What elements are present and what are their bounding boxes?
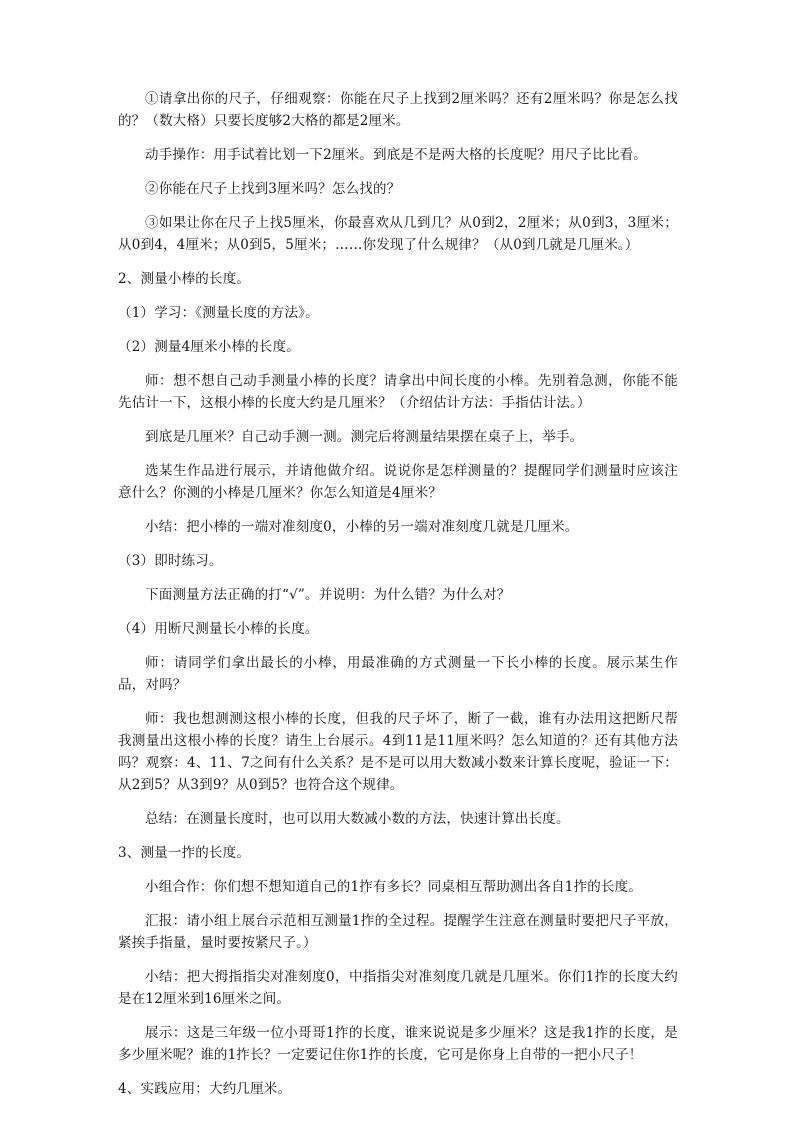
paragraph-hands-on: 动手操作：用手试着比划一下2厘米。到底是不是两大格的长度呢？用尺子比比看。 (145, 147, 647, 163)
paragraph-broken-ruler-method: 师：我也想测测这根小棒的长度，但我的尺子坏了，断了一截，谁有办法用这把断尺帮我测量出这根小棒的长度？请生上台展示。4到11是11厘米吗？怎么知道的？还有其他方法吗？观察：4、11、7之间有什么关系？是不是可以用大数减小数来计算长度呢，验证一下：从2到5？从3到9？从0到5？也符合这个规律。 (118, 711, 678, 793)
paragraph-teacher-estimate: 师：想不想自己动手测量小棒的长度？请拿出中间长度的小棒。先别着急测，你能不能先估计一下，这根小棒的长度大约是几厘米？（介绍估计方法：手指估计法。） (118, 373, 678, 411)
paragraph-summary-span: 小结：把大拇指指尖对准刻度0，中指指尖对准刻度几就是几厘米。你们1拃的长度大约是在12厘米到16厘米之间。 (118, 969, 678, 1007)
paragraph-check-correct: 下面测量方法正确的打“√”。并说明：为什么错？为什么对？ (145, 587, 511, 603)
paragraph-measure-yourself: 到底是几厘米？自己动手测一测。测完后将测量结果摆在桌子上，举手。 (145, 429, 584, 445)
subheading-broken-ruler: （4）用断尺测量长小棒的长度。 (118, 621, 319, 637)
paragraph-longest-stick: 师：请同学们拿出最长的小棒，用最准确的方式测量一下长小棒的长度。展示某生作品，对吗？ (118, 655, 678, 693)
section-heading-practice-application: 4、实践应用：大约几厘米。 (118, 1081, 292, 1097)
paragraph-find-5cm: ③如果让你在尺子上找5厘米，你最喜欢从几到几？从0到2，2厘米；从0到3，3厘米；从0到4，4厘米；从0到5，5厘米；……你发现了什么规律？（从0到几就是几厘米。） (118, 215, 678, 253)
section-heading-measure-stick: 2、测量小棒的长度。 (118, 271, 251, 287)
section-heading-hand-span: 3、测量一拃的长度。 (118, 845, 251, 861)
paragraph-find-3cm: ②你能在尺子上找到3厘米吗？怎么找的？ (145, 181, 401, 197)
paragraph-group-work: 小组合作：你们想不想知道自己的1拃有多长？同桌相互帮助测出各自1拃的长度。 (145, 879, 643, 895)
subheading-learn-method: （1）学习：《测量长度的方法》。 (118, 305, 319, 321)
paragraph-showcase-span: 展示：这是三年级一位小哥哥1拃的长度，谁来说说是多少厘米？这是我1拃的长度，是多少厘米呢？谁的1拃长？一定要记住你1拃的长度，它可是你身上自带的一把小尺子！ (118, 1025, 678, 1063)
document-page (118, 88, 678, 1112)
subheading-practice: （3）即时练习。 (118, 553, 223, 569)
paragraph-find-2cm: ①请拿出你的尺子，仔细观察：你能在尺子上找到2厘米吗？还有2厘米吗？你是怎么找的？（数大格）只要长度够2大格的都是2厘米。 (118, 91, 678, 129)
paragraph-report: 汇报：请小组上展台示范相互测量1拃的全过程。提醒学生注意在测量时要把尺子平放，紧挨手指量，量时要按紧尺子。） (118, 913, 678, 951)
paragraph-summary-subtract: 总结：在测量长度时，也可以用大数减小数的方法，快速计算出长度。 (145, 811, 570, 827)
subheading-measure-4cm: （2）测量4厘米小棒的长度。 (118, 339, 300, 355)
paragraph-summary-stick: 小结：把小棒的一端对准刻度0，小棒的另一端对准刻度几就是几厘米。 (145, 519, 579, 535)
paragraph-student-showcase: 选某生作品进行展示，并请他做介绍。说说你是怎样测量的？提醒同学们测量时应该注意什么？你测的小棒是几厘米？你怎么知道是4厘米？ (118, 463, 678, 501)
